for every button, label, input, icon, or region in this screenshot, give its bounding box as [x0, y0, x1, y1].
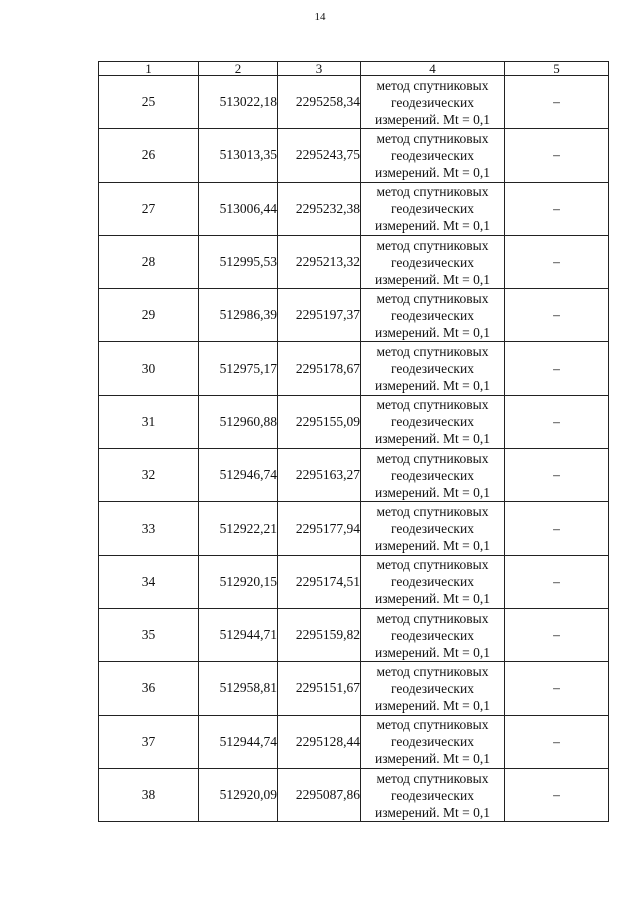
method-cell — [361, 76, 505, 129]
point-number-cell: 30 — [99, 342, 199, 395]
method-text-line: метод спутниковых — [376, 344, 489, 360]
point-number-cell: 33 — [99, 502, 199, 555]
x-coordinate-cell: 513006,44 — [199, 182, 278, 235]
point-number-cell: 36 — [99, 662, 199, 715]
method-text-line: метод спутниковых — [376, 717, 489, 733]
method-text-line: метод спутниковых — [376, 610, 489, 626]
column-5-cell: – — [505, 449, 609, 502]
table-row — [99, 608, 609, 661]
column-header-5: 5 — [505, 62, 609, 76]
column-5-cell: – — [505, 342, 609, 395]
method-text-line: метод спутниковых — [376, 663, 489, 679]
method-cell — [361, 342, 505, 395]
method-text-line: геодезических — [391, 574, 474, 590]
method-cell — [361, 768, 505, 821]
method-text-line: метод спутниковых — [376, 450, 489, 466]
point-number-cell: 38 — [99, 768, 199, 821]
method-cell — [361, 182, 505, 235]
column-header-4: 4 — [361, 62, 505, 76]
point-number-cell: 27 — [99, 182, 199, 235]
y-coordinate-cell: 2295232,38 — [278, 182, 361, 235]
y-coordinate-cell: 2295151,67 — [278, 662, 361, 715]
x-coordinate-cell: 512958,81 — [199, 662, 278, 715]
method-cell — [361, 129, 505, 182]
table-row — [99, 235, 609, 288]
method-text-line: геодезических — [391, 734, 474, 750]
y-coordinate-cell: 2295174,51 — [278, 555, 361, 608]
method-cell — [361, 555, 505, 608]
x-coordinate-cell: 513022,18 — [199, 76, 278, 129]
method-text-line: метод спутниковых — [376, 237, 489, 253]
column-5-cell: – — [505, 608, 609, 661]
method-text-line: измерений. Mt = 0,1 — [374, 538, 491, 554]
method-cell — [361, 502, 505, 555]
table-row — [99, 768, 609, 821]
y-coordinate-cell: 2295258,34 — [278, 76, 361, 129]
method-cell — [361, 449, 505, 502]
y-coordinate-cell: 2295087,86 — [278, 768, 361, 821]
table-row — [99, 342, 609, 395]
method-text-line: геодезических — [391, 467, 474, 483]
method-text-line: геодезических — [391, 361, 474, 377]
method-text-line: геодезических — [391, 307, 474, 323]
method-text-line: метод спутниковых — [376, 504, 489, 520]
method-cell — [361, 289, 505, 342]
method-text-line: метод спутниковых — [376, 184, 489, 200]
x-coordinate-cell: 512995,53 — [199, 235, 278, 288]
method-text-line: геодезических — [391, 94, 474, 110]
page-number: 14 — [314, 11, 326, 23]
point-number-cell: 29 — [99, 289, 199, 342]
column-5-cell: – — [505, 768, 609, 821]
method-text-line: метод спутниковых — [376, 770, 489, 786]
method-cell — [361, 608, 505, 661]
method-text-line: геодезических — [391, 627, 474, 643]
y-coordinate-cell: 2295163,27 — [278, 449, 361, 502]
table-row — [99, 182, 609, 235]
method-text-line: измерений. Mt = 0,1 — [374, 431, 491, 447]
point-number-cell: 37 — [99, 715, 199, 768]
method-text-line: измерений. Mt = 0,1 — [374, 804, 491, 820]
method-text-line: геодезических — [391, 254, 474, 270]
point-number-cell: 31 — [99, 395, 199, 448]
method-text-line: геодезических — [391, 414, 474, 430]
method-text-line: геодезических — [391, 147, 474, 163]
column-5-cell: – — [505, 502, 609, 555]
table-row — [99, 289, 609, 342]
table-row — [99, 76, 609, 129]
method-text-line: метод спутниковых — [376, 130, 489, 146]
table-row — [99, 395, 609, 448]
table-header-row — [99, 62, 609, 76]
x-coordinate-cell: 512944,74 — [199, 715, 278, 768]
method-text-line: метод спутниковых — [376, 77, 489, 93]
y-coordinate-cell: 2295177,94 — [278, 502, 361, 555]
table-row — [99, 555, 609, 608]
method-text-line: измерений. Mt = 0,1 — [374, 218, 491, 234]
method-text-line: измерений. Mt = 0,1 — [374, 644, 491, 660]
x-coordinate-cell: 512922,21 — [199, 502, 278, 555]
point-number-cell: 25 — [99, 76, 199, 129]
method-text-line: измерений. Mt = 0,1 — [374, 484, 491, 500]
point-number-cell: 34 — [99, 555, 199, 608]
y-coordinate-cell: 2295155,09 — [278, 395, 361, 448]
x-coordinate-cell: 512946,74 — [199, 449, 278, 502]
method-text-line: измерений. Mt = 0,1 — [374, 111, 491, 127]
method-text-line: геодезических — [391, 680, 474, 696]
method-text-line: метод спутниковых — [376, 290, 489, 306]
x-coordinate-cell: 512986,39 — [199, 289, 278, 342]
column-5-cell: – — [505, 235, 609, 288]
column-5-cell: – — [505, 715, 609, 768]
x-coordinate-cell: 512920,15 — [199, 555, 278, 608]
x-coordinate-cell: 512944,71 — [199, 608, 278, 661]
column-header-1: 1 — [99, 62, 199, 76]
table-row — [99, 502, 609, 555]
method-text-line: метод спутниковых — [376, 557, 489, 573]
x-coordinate-cell: 512960,88 — [199, 395, 278, 448]
method-text-line: измерений. Mt = 0,1 — [374, 164, 491, 180]
table-row — [99, 449, 609, 502]
point-number-cell: 26 — [99, 129, 199, 182]
coordinates-table — [98, 61, 609, 822]
y-coordinate-cell: 2295213,32 — [278, 235, 361, 288]
table-body — [99, 76, 609, 822]
x-coordinate-cell: 512920,09 — [199, 768, 278, 821]
method-text-line: измерений. Mt = 0,1 — [374, 271, 491, 287]
column-5-cell: – — [505, 182, 609, 235]
y-coordinate-cell: 2295128,44 — [278, 715, 361, 768]
method-cell — [361, 235, 505, 288]
column-5-cell: – — [505, 555, 609, 608]
column-5-cell: – — [505, 395, 609, 448]
column-5-cell: – — [505, 129, 609, 182]
point-number-cell: 32 — [99, 449, 199, 502]
method-cell — [361, 395, 505, 448]
column-5-cell: – — [505, 76, 609, 129]
method-text-line: геодезических — [391, 521, 474, 537]
y-coordinate-cell: 2295197,37 — [278, 289, 361, 342]
column-header-2: 2 — [199, 62, 278, 76]
method-cell — [361, 662, 505, 715]
method-text-line: измерений. Mt = 0,1 — [374, 751, 491, 767]
method-text-line: измерений. Mt = 0,1 — [374, 378, 491, 394]
x-coordinate-cell: 513013,35 — [199, 129, 278, 182]
method-text-line: метод спутниковых — [376, 397, 489, 413]
method-text-line: геодезических — [391, 787, 474, 803]
method-cell — [361, 715, 505, 768]
table-row — [99, 129, 609, 182]
table-row — [99, 662, 609, 715]
column-header-3: 3 — [278, 62, 361, 76]
method-text-line: измерений. Mt = 0,1 — [374, 324, 491, 340]
y-coordinate-cell: 2295159,82 — [278, 608, 361, 661]
x-coordinate-cell: 512975,17 — [199, 342, 278, 395]
point-number-cell: 28 — [99, 235, 199, 288]
table-row — [99, 715, 609, 768]
method-text-line: измерений. Mt = 0,1 — [374, 591, 491, 607]
column-5-cell: – — [505, 289, 609, 342]
column-5-cell: – — [505, 662, 609, 715]
point-number-cell: 35 — [99, 608, 199, 661]
y-coordinate-cell: 2295243,75 — [278, 129, 361, 182]
method-text-line: геодезических — [391, 201, 474, 217]
y-coordinate-cell: 2295178,67 — [278, 342, 361, 395]
method-text-line: измерений. Mt = 0,1 — [374, 697, 491, 713]
